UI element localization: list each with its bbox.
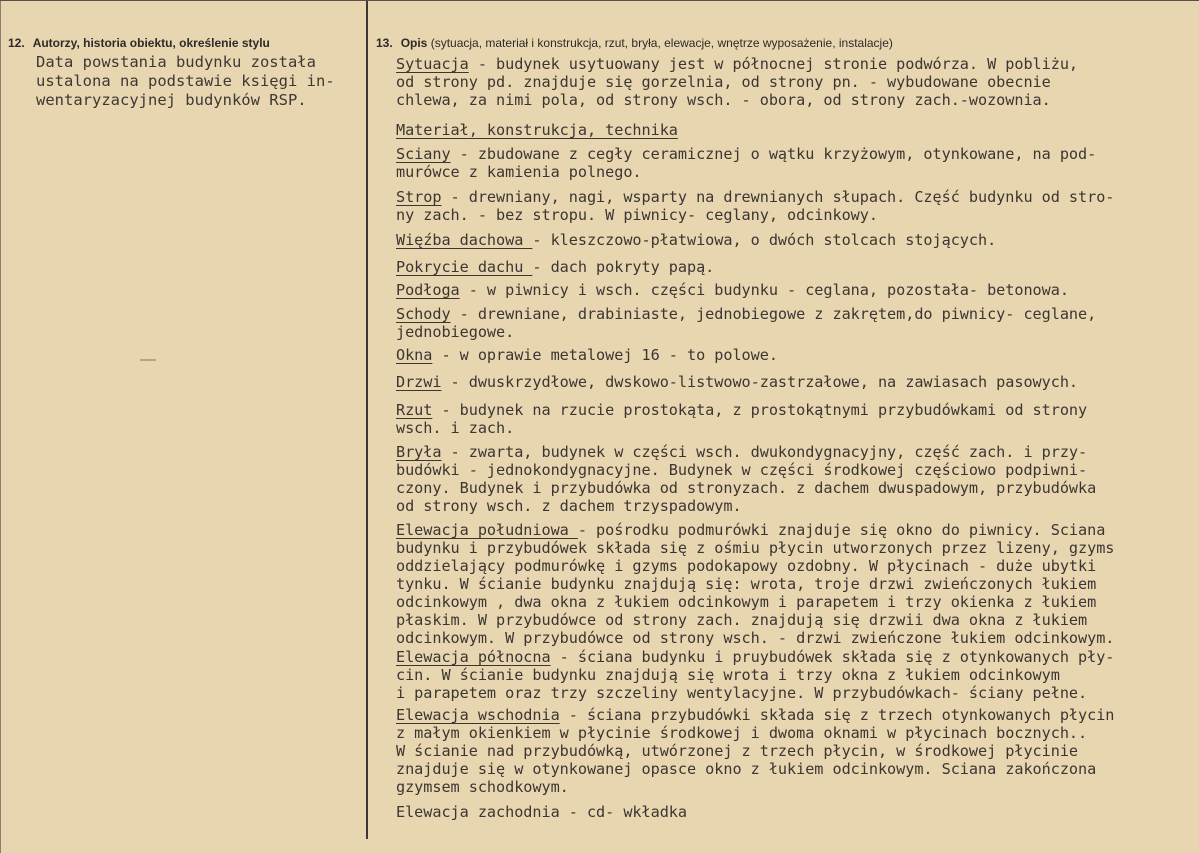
description-paragraph bbox=[396, 401, 1196, 437]
paragraph-line bbox=[396, 121, 1196, 139]
section-12-line: Data powstania budynku została bbox=[36, 53, 316, 71]
description-paragraph bbox=[396, 145, 1196, 181]
description-paragraph bbox=[396, 231, 1196, 249]
paragraph-term: Bryła bbox=[396, 443, 442, 461]
paragraph-line bbox=[396, 73, 1196, 91]
paragraph-line bbox=[396, 724, 1196, 742]
paragraph-text: chlewa, za nimi pola, od strony wsch. - obora, od strony zach.-wozownia. bbox=[396, 91, 1051, 109]
paper-mark bbox=[140, 359, 156, 361]
paragraph-line bbox=[396, 91, 1196, 109]
paragraph-text: - ściana przybudówki składa się z trzech otynkowanych płycin bbox=[559, 706, 1115, 724]
paragraph-line bbox=[396, 521, 1196, 539]
paragraph-text: ny zach. - bez stropu. W piwnicy- ceglany, odcinkowy. bbox=[396, 206, 878, 224]
description-paragraph bbox=[396, 55, 1196, 109]
paragraph-text: wsch. i zach. bbox=[396, 419, 515, 437]
paragraph-line bbox=[396, 206, 1196, 224]
description-paragraph bbox=[396, 305, 1196, 341]
paragraph-line bbox=[396, 145, 1196, 163]
section-13-number: 13. bbox=[376, 36, 393, 50]
paragraph-text: z małym okienkiem w płycinie środkowej i dwoma oknami w płycinach bocznych.. bbox=[396, 724, 1088, 742]
paragraph-text: cin. W ścianie budynku znajdują się wrota i trzy okna z łukiem odcinkowym bbox=[396, 666, 1060, 684]
paragraph-text: Elewacja zachodnia - cd- wkładka bbox=[396, 803, 687, 821]
paragraph-text: - pośrodku podmurówki znajduje się okno do piwnicy. Sciana bbox=[577, 521, 1106, 539]
paragraph-text: jednobiegowe. bbox=[396, 323, 515, 341]
description-paragraph bbox=[396, 281, 1196, 299]
paragraph-line bbox=[396, 611, 1196, 629]
description-paragraph bbox=[396, 521, 1196, 647]
paragraph-text: odcinkowym. W przybudówce od strony wsch. - drzwi zwieńczone łukiem odcinkowym. bbox=[396, 629, 1115, 647]
paragraph-text: płaskim. W przybudówce od strony zach. znajdują się drzwii dwa okna z łukiem bbox=[396, 611, 1088, 629]
paragraph-term: Drzwi bbox=[396, 373, 442, 391]
paragraph-text: - kleszczowo-płatwiowa, o dwóch stolcach stojących. bbox=[532, 231, 997, 249]
paragraph-line bbox=[396, 497, 1196, 515]
paragraph-term: Elewacja wschodnia bbox=[396, 706, 560, 724]
description-paragraph bbox=[396, 648, 1196, 702]
section-12-line: wentaryzacyjnej budynków RSP. bbox=[36, 91, 307, 109]
paragraph-line bbox=[396, 479, 1196, 497]
paragraph-text: budówki - jednokondygnacyjne. Budynek w części środkowej częściowo podpiwni- bbox=[396, 461, 1088, 479]
paragraph-term: Okna bbox=[396, 346, 433, 364]
section-12-body bbox=[36, 53, 361, 110]
paragraph-term: Sytuacja bbox=[396, 55, 469, 73]
paragraph-term: Materiał, konstrukcja, technika bbox=[396, 121, 678, 139]
column-divider bbox=[366, 1, 368, 839]
paragraph-text: gzymsem schodkowym. bbox=[396, 778, 569, 796]
section-12-header bbox=[8, 36, 270, 50]
paragraph-line bbox=[396, 803, 1196, 821]
paragraph-line bbox=[396, 760, 1196, 778]
paragraph-line bbox=[396, 55, 1196, 73]
description-paragraph bbox=[396, 803, 1196, 821]
paragraph-text: budynku i przybudówek składa się z ośmiu płycin utworzonych przez lizeny, gzyms bbox=[396, 539, 1115, 557]
paragraph-line bbox=[396, 629, 1196, 647]
paragraph-line bbox=[396, 557, 1196, 575]
paragraph-text: znajduje się w otynkowanej opasce okno z łukiem odcinkowym. Sciana zakończona bbox=[396, 760, 1097, 778]
paragraph-text: - ściana budynku i pruybudówek składa się z otynkowanych pły- bbox=[550, 648, 1115, 666]
section-12-title: Autorzy, historia obiektu, określenie stylu bbox=[32, 36, 270, 50]
paragraph-line bbox=[396, 305, 1196, 323]
paragraph-line bbox=[396, 539, 1196, 557]
description-paragraph bbox=[396, 121, 1196, 139]
paragraph-text: odcinkowym , dwa okna z łukiem odcinkowym i parapetem i trzy okienka z łukiem bbox=[396, 593, 1097, 611]
paragraph-term: Rzut bbox=[396, 401, 433, 419]
paragraph-term: Schody bbox=[396, 305, 451, 323]
paragraph-term: Strop bbox=[396, 188, 442, 206]
paragraph-text: - dwuskrzydłowe, dwskowo-listwowo-zastrzałowe, na zawiasach pasowych. bbox=[441, 373, 1079, 391]
paragraph-text: od strony pd. znajduje się gorzelnia, od strony pn. - wybudowane obecnie bbox=[396, 73, 1051, 91]
paragraph-line bbox=[396, 281, 1196, 299]
paragraph-text: i parapetem oraz trzy szczeliny wentylacyjne. W przybudówkach- ściany pełne. bbox=[396, 684, 1088, 702]
paragraph-line bbox=[396, 648, 1196, 666]
paragraph-line bbox=[396, 684, 1196, 702]
paragraph-line bbox=[396, 778, 1196, 796]
paragraph-line bbox=[396, 231, 1196, 249]
section-12-number: 12. bbox=[8, 36, 25, 50]
section-13-header bbox=[376, 36, 893, 50]
section-13-title-bold: Opis bbox=[400, 36, 428, 50]
paragraph-line bbox=[396, 373, 1196, 391]
paragraph-line bbox=[396, 461, 1196, 479]
paragraph-term: Elewacja północna bbox=[396, 648, 551, 666]
paragraph-text: - drewniane, drabiniaste, jednobiegowe z zakrętem,do piwnicy- ceglane, bbox=[450, 305, 1097, 323]
paragraph-text: - zwarta, budynek w części wsch. dwukondygnacyjny, część zach. i przy- bbox=[441, 443, 1088, 461]
description-paragraph bbox=[396, 258, 1196, 276]
paragraph-line bbox=[396, 742, 1196, 760]
paragraph-line bbox=[396, 419, 1196, 437]
paragraph-line bbox=[396, 443, 1196, 461]
paragraph-text: - budynek na rzucie prostokąta, z prostokątnymi przybudówkami od strony bbox=[432, 401, 1088, 419]
paragraph-line bbox=[396, 666, 1196, 684]
paragraph-text: - drewniany, nagi, wsparty na drewnianych słupach. Część budynku od stro- bbox=[441, 188, 1115, 206]
paragraph-line bbox=[396, 163, 1196, 181]
description-paragraph bbox=[396, 188, 1196, 224]
paragraph-text: W ścianie nad przybudówką, utwórzonej z trzech płycin, w środkowej płycinie bbox=[396, 742, 1079, 760]
paragraph-text: - w oprawie metalowej 16 - to polowe. bbox=[432, 346, 778, 364]
paragraph-term: Elewacja południowa bbox=[396, 521, 578, 539]
paragraph-line bbox=[396, 258, 1196, 276]
paragraph-line bbox=[396, 575, 1196, 593]
section-13-title-rest: (sytuacja, materiał i konstrukcja, rzut, bryła, elewacje, wnętrze wyposażenie, instalacje) bbox=[430, 36, 893, 50]
paragraph-text: czony. Budynek i przybudówka od stronyzach. z dachem dwuspadowym, przybudówka bbox=[396, 479, 1097, 497]
left-edge bbox=[0, 1, 1, 853]
paragraph-line bbox=[396, 188, 1196, 206]
paragraph-text: tynku. W ścianie budynku znajdują się: wrota, troje drzwi zwieńczonych łukiem bbox=[396, 575, 1097, 593]
section-12-line: ustalona na podstawie księgi in- bbox=[36, 72, 335, 90]
paragraph-line bbox=[396, 593, 1196, 611]
paragraph-line bbox=[396, 706, 1196, 724]
paragraph-text: - w piwnicy i wsch. części budynku - ceglana, pozostała- betonowa. bbox=[459, 281, 1069, 299]
paragraph-text: murówce z kamienia polnego. bbox=[396, 163, 642, 181]
paragraph-term: Sciany bbox=[396, 145, 451, 163]
paragraph-text: - dach pokryty papą. bbox=[532, 258, 715, 276]
paragraph-term: Więźba dachowa bbox=[396, 231, 533, 249]
paragraph-term: Podłoga bbox=[396, 281, 460, 299]
description-paragraph bbox=[396, 373, 1196, 391]
paragraph-text: od strony wsch. z dachem trzyspadowym. bbox=[396, 497, 742, 515]
paragraph-term: Pokrycie dachu bbox=[396, 258, 533, 276]
paragraph-line bbox=[396, 323, 1196, 341]
description-paragraph bbox=[396, 443, 1196, 515]
description-paragraph bbox=[396, 706, 1196, 796]
paragraph-line bbox=[396, 401, 1196, 419]
paragraph-line bbox=[396, 346, 1196, 364]
description-paragraph bbox=[396, 346, 1196, 364]
paragraph-text: - zbudowane z cegły ceramicznej o wątku krzyżowym, otynkowane, na pod- bbox=[450, 145, 1097, 163]
paragraph-text: - budynek usytuowany jest w północnej stronie podwórza. W pobliżu, bbox=[468, 55, 1079, 73]
paragraph-text: oddzielający podmurówkę i gzyms podokapowy ozdobny. W płycinach - duże ubytki bbox=[396, 557, 1097, 575]
